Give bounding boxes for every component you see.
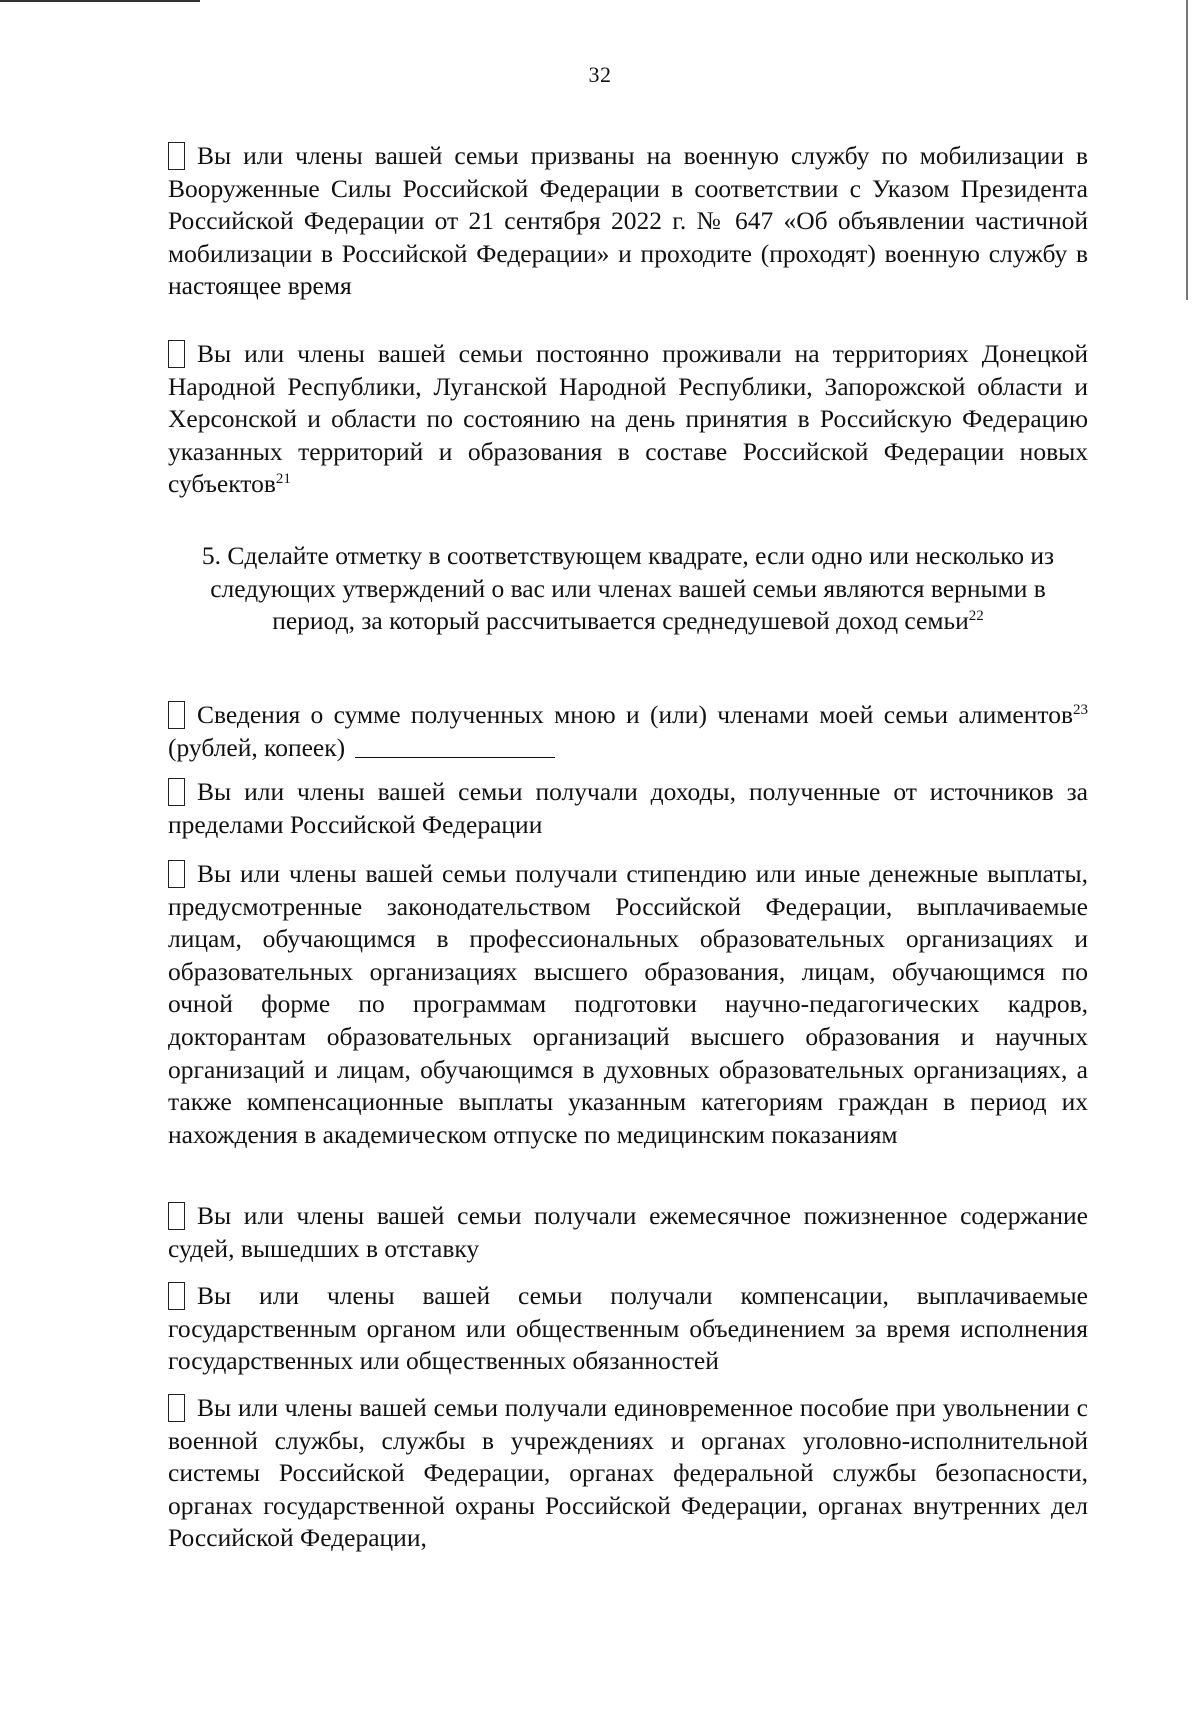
statement-stipend	[168, 858, 1088, 1151]
checkbox-foreign-income[interactable]	[168, 778, 185, 806]
statement-judges-allowance-text: Вы или члены вашей семьи получали ежемесячное пожизненное содержание судей, вышедших в отставку	[168, 1201, 1088, 1263]
section-5-heading-text: 5. Сделайте отметку в соответствующем квадрате, если одно или несколько из следующих утверждений о вас или членах вашей семьи являются верными в период, за который рассчитывается среднедушевой доход семьи	[201, 541, 1055, 636]
alimony-unit-label: (рублей, копеек)	[168, 732, 346, 762]
checkbox-new-territories[interactable]	[168, 340, 185, 368]
footnote-ref-22: 22	[968, 608, 984, 625]
checkbox-stipend[interactable]	[168, 860, 185, 888]
statement-mobilization	[168, 140, 1088, 303]
statement-public-duties-compensation-text: Вы или члены вашей семьи получали компенсации, выплачиваемые государственным органом или общественным объединением за время исполнения государственных или общественных обязанностей	[168, 1281, 1088, 1376]
alimony-amount-field[interactable]	[355, 735, 555, 758]
statement-public-duties-compensation	[168, 1280, 1088, 1378]
statement-mobilization-text: Вы или члены вашей семьи призваны на военную службу по мобилизации в Вооруженные Силы Российской Федерации в соответствии с Указом Президента Российской Федерации от 21 сентября 2022 г. № 647 «Об объявлении частичной мобилизации в Российской Федерации» и проходите (проходят) военную службу в настоящее время	[168, 141, 1088, 301]
statement-alimony-text: Сведения о сумме полученных мною и (или) членами моей семьи алиментов	[197, 700, 1073, 729]
checkbox-mobilization[interactable]	[168, 142, 185, 170]
statement-alimony	[168, 699, 1088, 764]
statement-discharge-allowance-text: Вы или члены вашей семьи получали единовременное пособие при увольнении с военной службы, службы в учреждениях и органах уголовно-исполнительной системы Российской Федерации, органах федеральной службы безопасности, органах государственной охраны Российской Федерации, органах внутренних дел Российской Федерации,	[168, 1393, 1088, 1553]
statement-foreign-income-text: Вы или члены вашей семьи получали доходы, полученные от источников за пределами Российской Федерации	[168, 777, 1088, 839]
scan-edge-line-right	[1186, 0, 1188, 300]
checkbox-discharge-allowance[interactable]	[168, 1394, 185, 1422]
scan-edge-line-top	[0, 0, 200, 2]
statement-new-territories-text: Вы или члены вашей семьи постоянно проживали на территориях Донецкой Народной Республики, Луганской Народной Республики, Запорожской области и Херсонской и области по состоянию на день принятия в Российскую Федерацию указанных территорий и образования в составе Российской Федерации новых субъектов	[168, 339, 1088, 499]
statement-stipend-text: Вы или члены вашей семьи получали стипендию или иные денежные выплаты, предусмотренные законодательством Российской Федерации, выплачиваемые лицам, обучающимся в профессиональных образовательных организациях и образовательных организациях высшего образования, лицам, обучающимся по очной форме по программам подготовки научно-педагогических кадров, докторантам образовательных организаций высшего образования и научных организаций и лицам, обучающимся в духовных образовательных организациях, а также компенсационные выплаты указанным категориям граждан в период их нахождения в академическом отпуске по медицинским показаниям	[168, 859, 1088, 1149]
footnote-ref-23: 23	[1073, 702, 1088, 718]
checkbox-public-duties-compensation[interactable]	[168, 1282, 185, 1310]
statement-new-territories	[168, 338, 1088, 501]
checkbox-alimony[interactable]	[168, 701, 185, 729]
checkbox-judges-allowance[interactable]	[168, 1202, 185, 1230]
footnote-ref-21: 21	[275, 471, 291, 488]
statement-judges-allowance	[168, 1200, 1088, 1265]
page-number: 32	[588, 62, 612, 87]
statement-discharge-allowance	[168, 1392, 1088, 1555]
statement-foreign-income	[168, 776, 1088, 841]
section-5-heading	[168, 540, 1088, 638]
